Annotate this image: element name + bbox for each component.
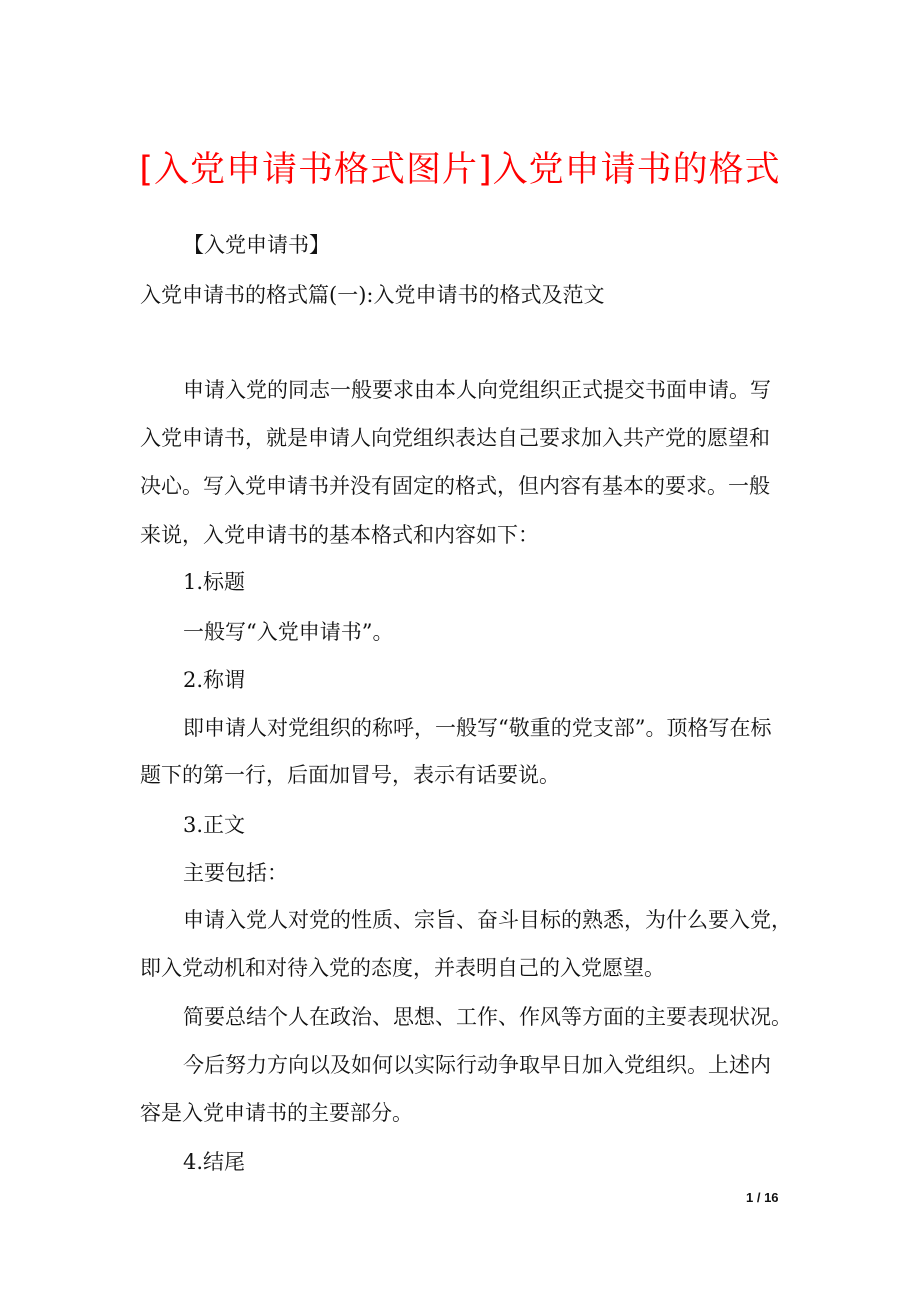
- item-heading: 2.称谓: [183, 668, 246, 692]
- paragraph-line: 即入党动机和对待入党的态度，并表明自己的入党愿望。: [140, 956, 665, 980]
- paragraph-line: 今后努力方向以及如何以实际行动争取早日加入党组织。上述内: [183, 1053, 771, 1077]
- section-heading: 【入党申请书】: [183, 233, 330, 257]
- paragraph-line: 入党申请书，就是申请人向党组织表达自己要求加入共产党的愿望和: [140, 426, 770, 450]
- paragraph-line: 申请入党人对党的性质、宗旨、奋斗目标的熟悉，为什么要入党，: [183, 908, 792, 932]
- paragraph-line: 即申请人对党组织的称呼，一般写“敬重的党支部”。顶格写在标: [183, 716, 772, 740]
- paragraph-line: 来说，入党申请书的基本格式和内容如下：: [140, 523, 539, 547]
- paragraph-line: 题下的第一行，后面加冒号，表示有话要说。: [140, 763, 560, 787]
- paragraph-line: 简要总结个人在政治、思想、工作、作风等方面的主要表现状况。: [183, 1005, 792, 1029]
- item-heading: 4.结尾: [183, 1150, 246, 1174]
- document-title: [入党申请书格式图片]入党申请书的格式: [139, 150, 781, 190]
- paragraph-line: 主要包括：: [183, 861, 288, 885]
- paragraph-line: 容是入党申请书的主要部分。: [140, 1101, 413, 1125]
- paragraph-line: 申请入党的同志一般要求由本人向党组织正式提交书面申请。写: [183, 378, 771, 402]
- page-number: 1 / 16: [746, 1190, 779, 1205]
- paragraph-line: 决心。写入党申请书并没有固定的格式，但内容有基本的要求。一般: [140, 474, 770, 498]
- item-heading: 3.正文: [183, 813, 246, 837]
- subtitle: 入党申请书的格式篇(一):入党申请书的格式及范文: [140, 283, 605, 307]
- paragraph-line: 一般写“入党申请书”。: [183, 620, 394, 644]
- item-heading: 1.标题: [183, 570, 246, 594]
